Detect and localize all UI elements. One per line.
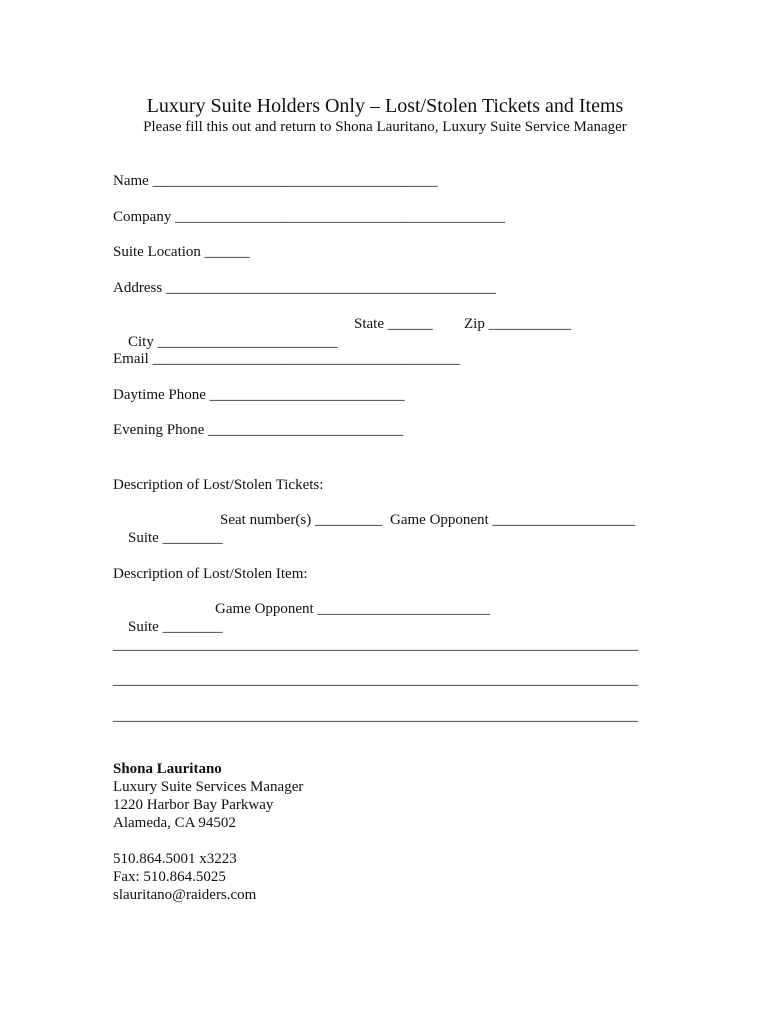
- page-title: Luxury Suite Holders Only – Lost/Stolen Tickets and Items: [146, 95, 624, 117]
- item-description-line-3[interactable]: ______________________________________________________________________: [113, 708, 638, 724]
- contact-name: Shona Lauritano: [113, 761, 222, 777]
- tickets-seat-numbers-field[interactable]: Seat number(s) _________: [220, 512, 383, 528]
- item-game-opponent-field[interactable]: Game Opponent _______________________: [215, 601, 490, 617]
- item-suite-field[interactable]: Suite ________: [128, 619, 223, 635]
- contact-fax: Fax: 510.864.5025: [113, 869, 226, 885]
- contact-title: Luxury Suite Services Manager: [113, 779, 304, 795]
- suite-location-field[interactable]: Suite Location ______: [113, 244, 250, 260]
- contact-block: [113, 760, 303, 904]
- tickets-heading: Description of Lost/Stolen Tickets:: [113, 477, 324, 493]
- contact-phone: 510.864.5001 x3223: [113, 851, 237, 867]
- page-subtitle: Please fill this out and return to Shona Lauritano, Luxury Suite Service Manager: [143, 119, 627, 135]
- address-field[interactable]: Address ____________________________________________: [113, 280, 496, 296]
- email-field[interactable]: Email _________________________________________: [113, 351, 461, 367]
- daytime-phone-field[interactable]: Daytime Phone __________________________: [113, 387, 405, 403]
- item-description-line-1[interactable]: ______________________________________________________________________: [113, 637, 638, 653]
- company-field[interactable]: Company ____________________________________________: [113, 209, 506, 225]
- item-heading: Description of Lost/Stolen Item:: [113, 566, 308, 582]
- zip-field[interactable]: Zip ___________: [464, 316, 572, 332]
- contact-email[interactable]: slauritano@raiders.com: [113, 887, 257, 903]
- contact-city-state-zip: Alameda, CA 94502: [113, 815, 236, 831]
- name-field[interactable]: Name ______________________________________: [113, 173, 438, 189]
- contact-spacer: [113, 832, 303, 850]
- contact-street: 1220 Harbor Bay Parkway: [113, 797, 274, 813]
- tickets-game-opponent-field[interactable]: Game Opponent ___________________: [390, 512, 635, 528]
- tickets-suite-field[interactable]: Suite ________: [128, 530, 223, 546]
- state-field[interactable]: State ______: [354, 316, 433, 332]
- tickets-row: [113, 511, 635, 601]
- evening-phone-field[interactable]: Evening Phone __________________________: [113, 422, 403, 438]
- city-field[interactable]: City ________________________: [128, 334, 338, 350]
- item-description-line-2[interactable]: ______________________________________________________________________: [113, 672, 638, 688]
